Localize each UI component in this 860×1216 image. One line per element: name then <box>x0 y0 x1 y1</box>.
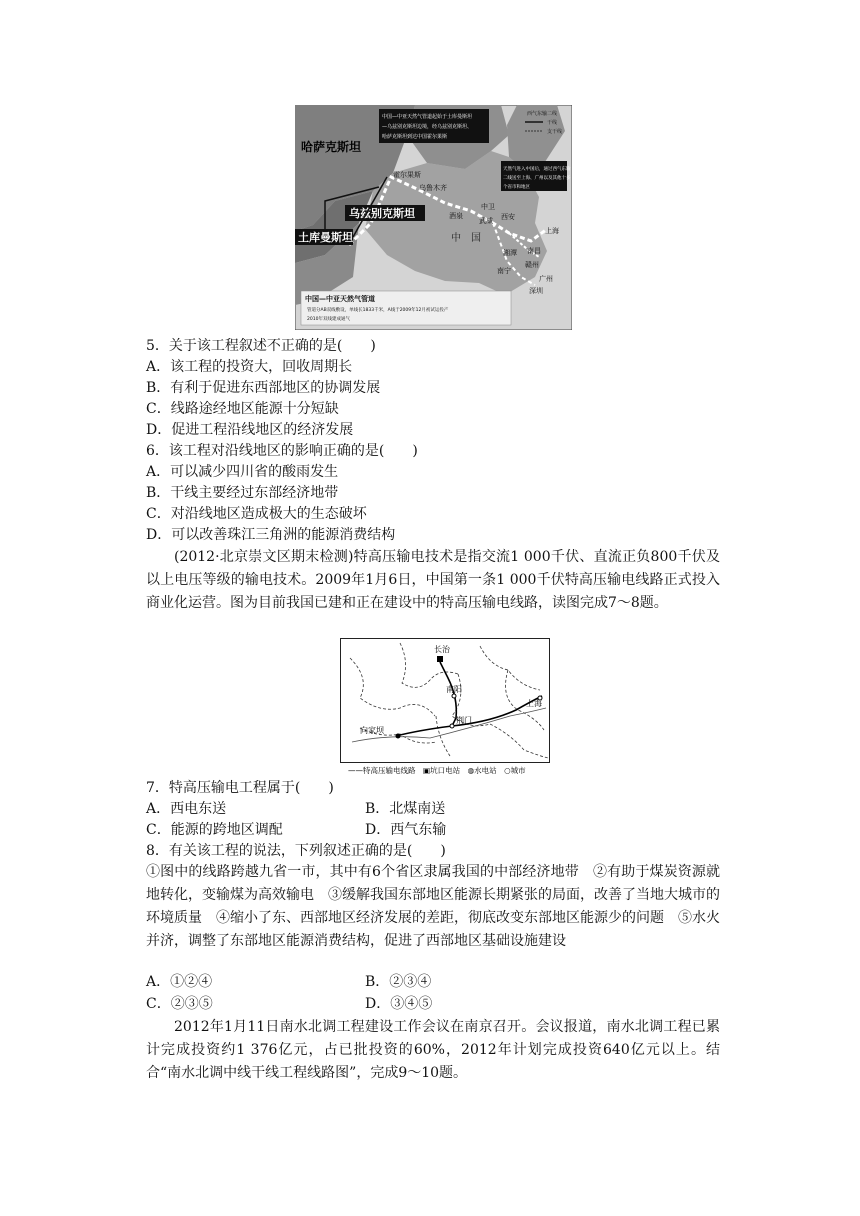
question-6-option-b: B．干线主要经过东部经济地带 <box>146 485 339 501</box>
gas-pipeline-map <box>295 105 572 330</box>
callout-line: 天然气进入中国后，通过西气东输 <box>503 167 571 172</box>
question-6-option-d: D．可以改善珠江三角洲的能源消费结构 <box>146 527 396 543</box>
map-label: 上海 <box>526 699 542 708</box>
question-8-stem: 8．有关该工程的说法，下列叙述正确的是( ) <box>146 843 446 859</box>
country-label: 哈萨克斯坦 <box>301 140 362 154</box>
question-5-stem: 5．关于该工程叙述不正确的是( ) <box>146 338 376 354</box>
city-label: 湘潭 <box>503 249 517 257</box>
city-label: 南宁 <box>497 267 511 275</box>
city-label: 广州 <box>539 275 553 283</box>
question-5-option-d: D．促进工程沿线地区的经济发展 <box>146 422 354 438</box>
question-8-option-a: A．①②④ <box>146 974 213 990</box>
map-label: 南阳 <box>446 685 462 694</box>
question-6-stem: 6．该工程对沿线地区的影响正确的是( ) <box>146 443 418 459</box>
city-label: 上海 <box>545 227 559 235</box>
city-label: 乌鲁木齐 <box>419 184 447 192</box>
map-legend: ——特高压输电线路 ▣坑口电站 ◍水电站 ○城市 <box>348 766 526 775</box>
legend-title: 西气东输二线 <box>527 111 558 117</box>
callout-line: 个省市和地区 <box>503 185 530 190</box>
question-8-option-b: B．②③④ <box>365 974 432 990</box>
question-6-option-c: C．对沿线地区造成极大的生态破坏 <box>146 506 367 522</box>
question-5-option-a: A．该工程的投资大，回收周期长 <box>146 359 353 375</box>
question-5-option-c: C．线路途经地区能源十分短缺 <box>146 401 339 417</box>
question-6-option-a: A．可以减少四川省的酸雨发生 <box>146 464 339 480</box>
intro-paragraph-south-north-water: 2012年1月11日南水北调工程建设工作会议在南京召开。会议报道，南水北调工程已累计完成投资约1 376亿元，占已批投资的60%，2012年计划完成投资640亿元以上。结合“南水北调中线干线工程线路图”，完成9～10题。 <box>146 1019 720 1081</box>
map-label: 向家坝 <box>360 726 384 735</box>
city-label: 霍尔果斯 <box>393 171 421 179</box>
map-label: 荆门 <box>456 716 472 725</box>
country-label: 土库曼斯坦 <box>298 231 353 244</box>
question-7-option-c: C．能源的跨地区调配 <box>146 822 283 838</box>
info-line: 2010年双线建成通气 <box>307 317 350 322</box>
map-label: 长治 <box>434 645 450 654</box>
question-8-option-d: D．③④⑤ <box>365 996 433 1012</box>
city-label: 深圳 <box>529 287 543 295</box>
legend-item: 支干线 <box>547 129 563 135</box>
question-8-statements: ①图中的线路跨越九省一市，其中有6个省区隶属我国的中部经济地带 ②有助于煤炭资源就地转化，变输煤为高效输电 ③缓解我国东部地区能源长期紧张的局面，改善了当地大城市的环境质量 ④缩小了东、西部地区经济发展的差距，彻底改变东部地区能源少的问题 ⑤水火并济，调整了东部地区能源消费结构，促进了西部地区基础设施建设 <box>146 864 720 949</box>
callout-line: 中国—中亚天然气管道起始于土库曼斯坦 <box>382 114 473 120</box>
city-label: 中卫 <box>481 203 495 211</box>
question-8-option-c: C．②③⑤ <box>146 996 213 1012</box>
info-line: 管道分AB双线敷设，单线长1833千米，A线于2009年12月初试运投产 <box>307 308 449 313</box>
city-label: 赣州 <box>525 261 539 269</box>
country-label: 中 国 <box>451 233 481 244</box>
legend-item: 干线 <box>547 120 558 126</box>
city-label: 酒泉 <box>449 212 463 220</box>
callout-line: —乌兹别克斯坦边境，经乌兹别克斯坦、 <box>382 124 473 130</box>
info-title: 中国—中亚天然气管道 <box>305 295 375 303</box>
question-7-option-d: D．西气东输 <box>365 822 447 838</box>
question-7-stem: 7．特高压输电工程属于( ) <box>146 780 334 796</box>
question-7-option-b: B．北煤南送 <box>365 801 446 817</box>
intro-paragraph-uhv: (2012·北京崇文区期末检测)特高压输电技术是指交流1 000千伏、直流正负800千伏及以上电压等级的输电技术。2009年1月6日，中国第一条1 000千伏特高压输电线路正式投入商业化运营。图为目前我国已建和正在建设中的特高压输电线路，读图完成7～8题。 <box>146 549 720 611</box>
question-5-option-b: B．有利于促进东西部地区的协调发展 <box>146 380 381 396</box>
callout-line: 二线送至上海、广州以及其他十多 <box>503 176 571 181</box>
city-label: 西安 <box>501 213 515 221</box>
country-label: 乌兹别克斯坦 <box>349 207 415 220</box>
callout-line: 哈萨克斯坦到达中国霍尔果斯 <box>382 134 448 140</box>
question-7-option-a: A．西电东送 <box>146 801 227 817</box>
city-label: 武威 <box>479 217 493 225</box>
city-label: 南昌 <box>527 247 541 255</box>
uhv-transmission-map <box>340 638 550 775</box>
